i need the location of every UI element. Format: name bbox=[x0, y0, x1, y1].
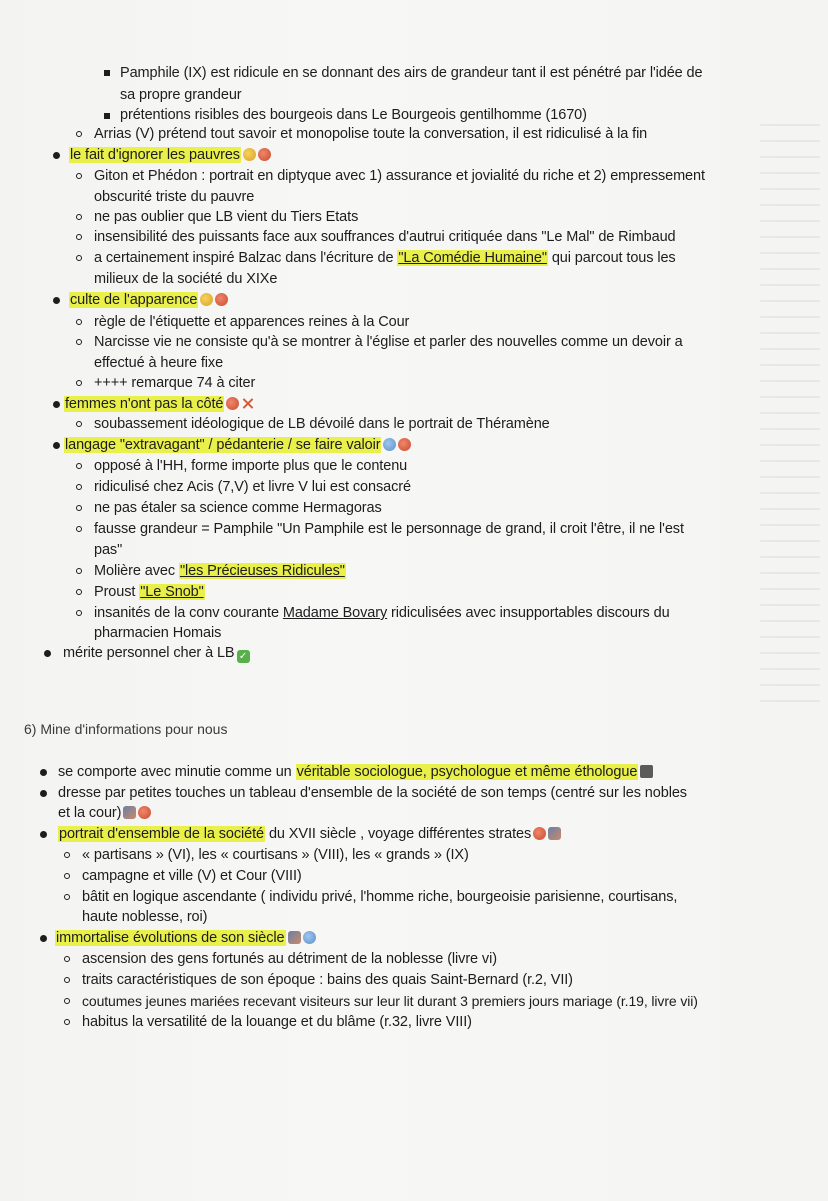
building-icon bbox=[640, 765, 653, 778]
books-icon bbox=[288, 931, 301, 944]
circle-bullet bbox=[76, 463, 82, 469]
circle-bullet bbox=[76, 173, 82, 179]
hh-line: opposé à l'HH, forme importe plus que le contenu bbox=[94, 458, 408, 474]
pauvres-heading: le fait d'ignorer les pauvres bbox=[69, 146, 271, 164]
bovary-line2: pharmacien Homais bbox=[94, 625, 222, 641]
evolutions-heading: immortalise évolutions de son siècle bbox=[55, 929, 316, 947]
disc-bullet bbox=[40, 790, 47, 797]
circle-bullet bbox=[76, 526, 82, 532]
apparence-heading: culte de l'apparence bbox=[69, 291, 228, 309]
langage-heading: langage "extravagant" / pédanterie / se faire valoir bbox=[64, 436, 411, 454]
disc-bullet bbox=[53, 152, 60, 159]
circle-bullet bbox=[64, 1019, 70, 1025]
speech-icon bbox=[383, 438, 396, 451]
bovary-line1: insanités de la conv courante Madame Bovary ridiculisées avec insupportables discours du bbox=[94, 605, 670, 621]
balzac-line1: a certainement inspiré Balzac dans l'écriture de "La Comédie Humaine" qui parcout tous les bbox=[94, 250, 676, 266]
circle-bullet bbox=[64, 956, 70, 962]
circle-bullet bbox=[76, 568, 82, 574]
face-icon bbox=[258, 148, 271, 161]
picture-icon bbox=[548, 827, 561, 840]
hermagoras-line: ne pas étaler sa science comme Hermagoras bbox=[94, 500, 382, 516]
bains-line: traits caractéristiques de son époque : bains des quais Saint-Bernard (r.2, VII) bbox=[82, 972, 573, 988]
disc-bullet bbox=[53, 442, 60, 449]
circle-bullet bbox=[76, 214, 82, 220]
acis-line: ridiculisé chez Acis (7,V) et livre V lui est consacré bbox=[94, 479, 411, 495]
versatilite-line: habitus la versatilité de la louange et du blâme (r.32, livre VIII) bbox=[82, 1014, 472, 1030]
globe-icon bbox=[303, 931, 316, 944]
disc-bullet bbox=[53, 297, 60, 304]
giton-line1: Giton et Phédon : portrait en diptyque avec 1) assurance et jovialité du riche et 2) empressement bbox=[94, 168, 705, 184]
face-icon bbox=[138, 806, 151, 819]
fausse-grandeur-line1: fausse grandeur = Pamphile "Un Pamphile est le personnage de grand, il croit l'être, il ne l'est bbox=[94, 521, 684, 537]
circle-bullet bbox=[64, 998, 70, 1004]
circle-bullet bbox=[76, 505, 82, 511]
circle-bullet bbox=[76, 421, 82, 427]
circle-bullet bbox=[64, 852, 70, 858]
picture-icon bbox=[123, 806, 136, 819]
remarque-line: ++++ remarque 74 à citer bbox=[94, 375, 256, 391]
tableau-line2: et la cour) bbox=[58, 804, 151, 822]
circle-bullet bbox=[76, 234, 82, 240]
tiers-etats-line: ne pas oublier que LB vient du Tiers Etats bbox=[94, 209, 359, 225]
face-icon bbox=[226, 397, 239, 410]
pretentions-line: prétentions risibles des bourgeois dans Le Bourgeois gentilhomme (1670) bbox=[120, 107, 587, 123]
narcisse-line2: effectué à heure fixe bbox=[94, 355, 224, 371]
campagne-line: campagne et ville (V) et Cour (VIII) bbox=[82, 868, 302, 884]
circle-bullet bbox=[76, 319, 82, 325]
pamphile-line2: sa propre grandeur bbox=[120, 87, 242, 103]
circle-bullet bbox=[76, 339, 82, 345]
theramene-line: soubassement idéologique de LB dévoilé dans le portrait de Théramène bbox=[94, 416, 550, 432]
ascendante-line1: bâtit en logique ascendante ( individu privé, l'homme riche, bourgeoisie parisienne, courtisans, bbox=[82, 889, 678, 905]
rimbaud-line: insensibilité des puissants face aux souffrances d'autrui critiquée dans "Le Mal" de Rimbaud bbox=[94, 229, 676, 245]
partisans-line: « partisans » (VI), les « courtisans » (VIII), les « grands » (IX) bbox=[82, 847, 469, 863]
etiquette-line: règle de l'étiquette et apparences reines à la Cour bbox=[94, 314, 410, 330]
disc-bullet bbox=[44, 650, 51, 657]
smile-icon bbox=[243, 148, 256, 161]
check-icon: ✓ bbox=[237, 650, 250, 663]
balzac-line2: milieux de la société du XIXe bbox=[94, 271, 278, 287]
circle-bullet bbox=[76, 255, 82, 261]
disc-bullet bbox=[40, 831, 47, 838]
narcisse-line1: Narcisse vie ne consiste qu'à se montrer à l'église et parler des nouvelles comme un devoir a bbox=[94, 334, 683, 350]
square-bullet bbox=[104, 70, 110, 76]
pamphile-line1: Pamphile (IX) est ridicule en se donnant des airs de grandeur tant il est pénétré par l'idée de bbox=[120, 65, 703, 81]
ascendante-line2: haute noblesse, roi) bbox=[82, 909, 208, 925]
circle-bullet bbox=[76, 380, 82, 386]
ascension-line: ascension des gens fortunés au détriment de la noblesse (livre vi) bbox=[82, 951, 497, 967]
fausse-grandeur-line2: pas" bbox=[94, 542, 123, 558]
crossed-swords-icon bbox=[241, 397, 254, 410]
sociologue-line: se comporte avec minutie comme un véritable sociologue, psychologue et même éthologue bbox=[58, 763, 653, 781]
tableau-line1: dresse par petites touches un tableau d'ensemble de la société de son temps (centré sur les nobles bbox=[58, 785, 687, 801]
giton-line2: obscurité triste du pauvre bbox=[94, 189, 255, 205]
femmes-heading: femmes n'ont pas la côté bbox=[64, 395, 254, 413]
circle-bullet bbox=[64, 894, 70, 900]
face-icon bbox=[398, 438, 411, 451]
portrait-heading: portrait d'ensemble de la société du XVII siècle , voyage différentes strates bbox=[58, 825, 561, 843]
disc-bullet bbox=[53, 401, 60, 408]
bleed-through bbox=[760, 110, 820, 710]
mariees-line: coutumes jeunes mariées recevant visiteurs sur leur lit durant 3 premiers jours mariage (r.19, livre vii) bbox=[82, 993, 698, 1009]
circle-bullet bbox=[64, 977, 70, 983]
disc-bullet bbox=[40, 769, 47, 776]
square-bullet bbox=[104, 113, 110, 119]
arrias-line: Arrias (V) prétend tout savoir et monopolise toute la conversation, il est ridiculisé à la fin bbox=[94, 126, 648, 142]
circle-bullet bbox=[76, 589, 82, 595]
face-icon bbox=[533, 827, 546, 840]
crown-icon bbox=[215, 293, 228, 306]
circle-bullet bbox=[76, 484, 82, 490]
disc-bullet bbox=[40, 935, 47, 942]
section-6-title: 6) Mine d'informations pour nous bbox=[24, 721, 228, 737]
circle-bullet bbox=[64, 873, 70, 879]
merite-line: mérite personnel cher à LB ✓ bbox=[63, 644, 250, 663]
proust-line: Proust "Le Snob" bbox=[94, 584, 204, 600]
circle-bullet bbox=[76, 131, 82, 137]
face-icon bbox=[200, 293, 213, 306]
moliere-line: Molière avec "les Précieuses Ridicules" bbox=[94, 563, 345, 579]
circle-bullet bbox=[76, 610, 82, 616]
